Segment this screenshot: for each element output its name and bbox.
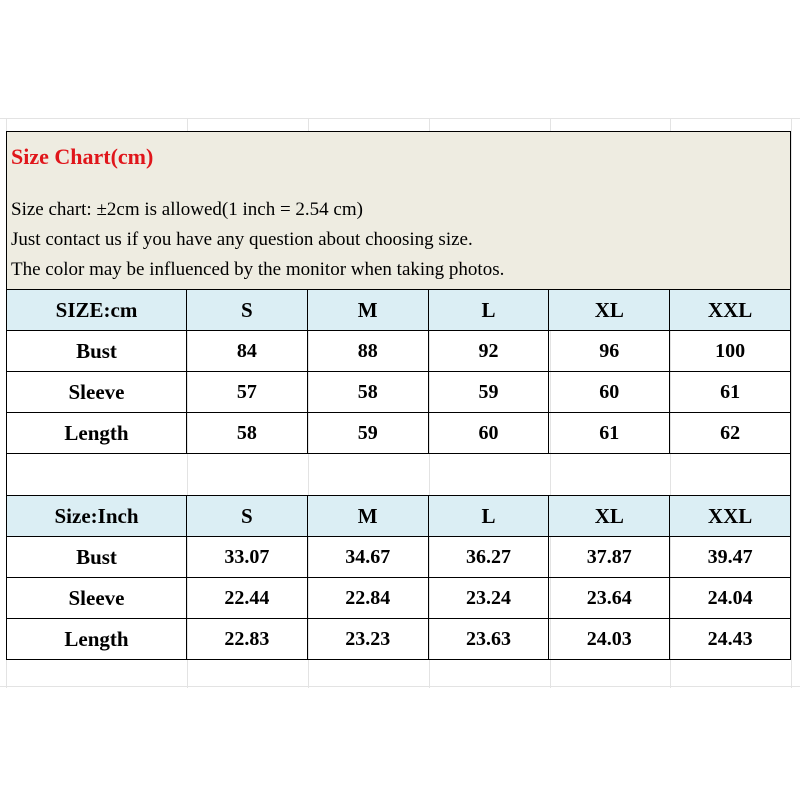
header-cell: L xyxy=(428,290,549,331)
table-row xyxy=(7,619,791,660)
table-row xyxy=(7,537,791,578)
grid-line xyxy=(791,118,792,688)
table-cell: 61 xyxy=(670,372,791,413)
header-cell: SIZE:cm xyxy=(7,290,187,331)
table-cell: 39.47 xyxy=(670,537,791,578)
header-cell: XXL xyxy=(670,290,791,331)
table-cell: 62 xyxy=(670,413,791,454)
table-cell: 23.64 xyxy=(549,578,670,619)
header-cell: L xyxy=(428,496,549,537)
table-spacer xyxy=(6,454,791,495)
header-cell: S xyxy=(187,290,308,331)
header-cell: Size:Inch xyxy=(7,496,187,537)
cm-size-table xyxy=(6,289,791,454)
row-label: Length xyxy=(7,619,187,660)
table-row xyxy=(7,372,791,413)
table-cell: 58 xyxy=(307,372,428,413)
table-cell: 24.03 xyxy=(549,619,670,660)
table-cell: 59 xyxy=(428,372,549,413)
table-cell: 96 xyxy=(549,331,670,372)
header-cell: XXL xyxy=(670,496,791,537)
table-cell: 61 xyxy=(549,413,670,454)
table-cell: 60 xyxy=(428,413,549,454)
table-header-row xyxy=(7,496,791,537)
size-chart-sheet xyxy=(6,131,791,660)
header-cell: S xyxy=(187,496,308,537)
table-cell: 59 xyxy=(307,413,428,454)
info-panel xyxy=(6,131,791,289)
header-cell: XL xyxy=(549,496,670,537)
grid-line xyxy=(0,118,800,119)
info-line-color: The color may be influenced by the monitor when taking photos. xyxy=(11,259,505,280)
table-cell: 36.27 xyxy=(428,537,549,578)
row-label: Bust xyxy=(7,331,187,372)
table-cell: 92 xyxy=(428,331,549,372)
table-cell: 100 xyxy=(670,331,791,372)
row-label: Sleeve xyxy=(7,578,187,619)
table-cell: 22.84 xyxy=(307,578,428,619)
header-cell: XL xyxy=(549,290,670,331)
row-label: Bust xyxy=(7,537,187,578)
grid-line xyxy=(0,686,800,687)
table-cell: 57 xyxy=(187,372,308,413)
inch-size-table xyxy=(6,495,791,660)
table-cell: 23.24 xyxy=(428,578,549,619)
table-cell: 34.67 xyxy=(307,537,428,578)
table-cell: 88 xyxy=(307,331,428,372)
table-cell: 37.87 xyxy=(549,537,670,578)
table-row xyxy=(7,578,791,619)
row-label: Sleeve xyxy=(7,372,187,413)
row-label: Length xyxy=(7,413,187,454)
header-cell: M xyxy=(307,290,428,331)
info-line-tolerance: Size chart: ±2cm is allowed(1 inch = 2.54 cm) xyxy=(11,199,363,220)
table-row xyxy=(7,331,791,372)
size-chart-title: Size Chart(cm) xyxy=(11,144,154,169)
table-cell: 60 xyxy=(549,372,670,413)
table-cell: 22.83 xyxy=(187,619,308,660)
table-cell: 33.07 xyxy=(187,537,308,578)
table-cell: 24.43 xyxy=(670,619,791,660)
table-cell: 23.63 xyxy=(428,619,549,660)
table-cell: 58 xyxy=(187,413,308,454)
table-row xyxy=(7,413,791,454)
table-cell: 24.04 xyxy=(670,578,791,619)
table-cell: 84 xyxy=(187,331,308,372)
table-cell: 22.44 xyxy=(187,578,308,619)
table-header-row xyxy=(7,290,791,331)
header-cell: M xyxy=(307,496,428,537)
table-cell: 23.23 xyxy=(307,619,428,660)
info-line-contact: Just contact us if you have any question about choosing size. xyxy=(11,229,473,250)
